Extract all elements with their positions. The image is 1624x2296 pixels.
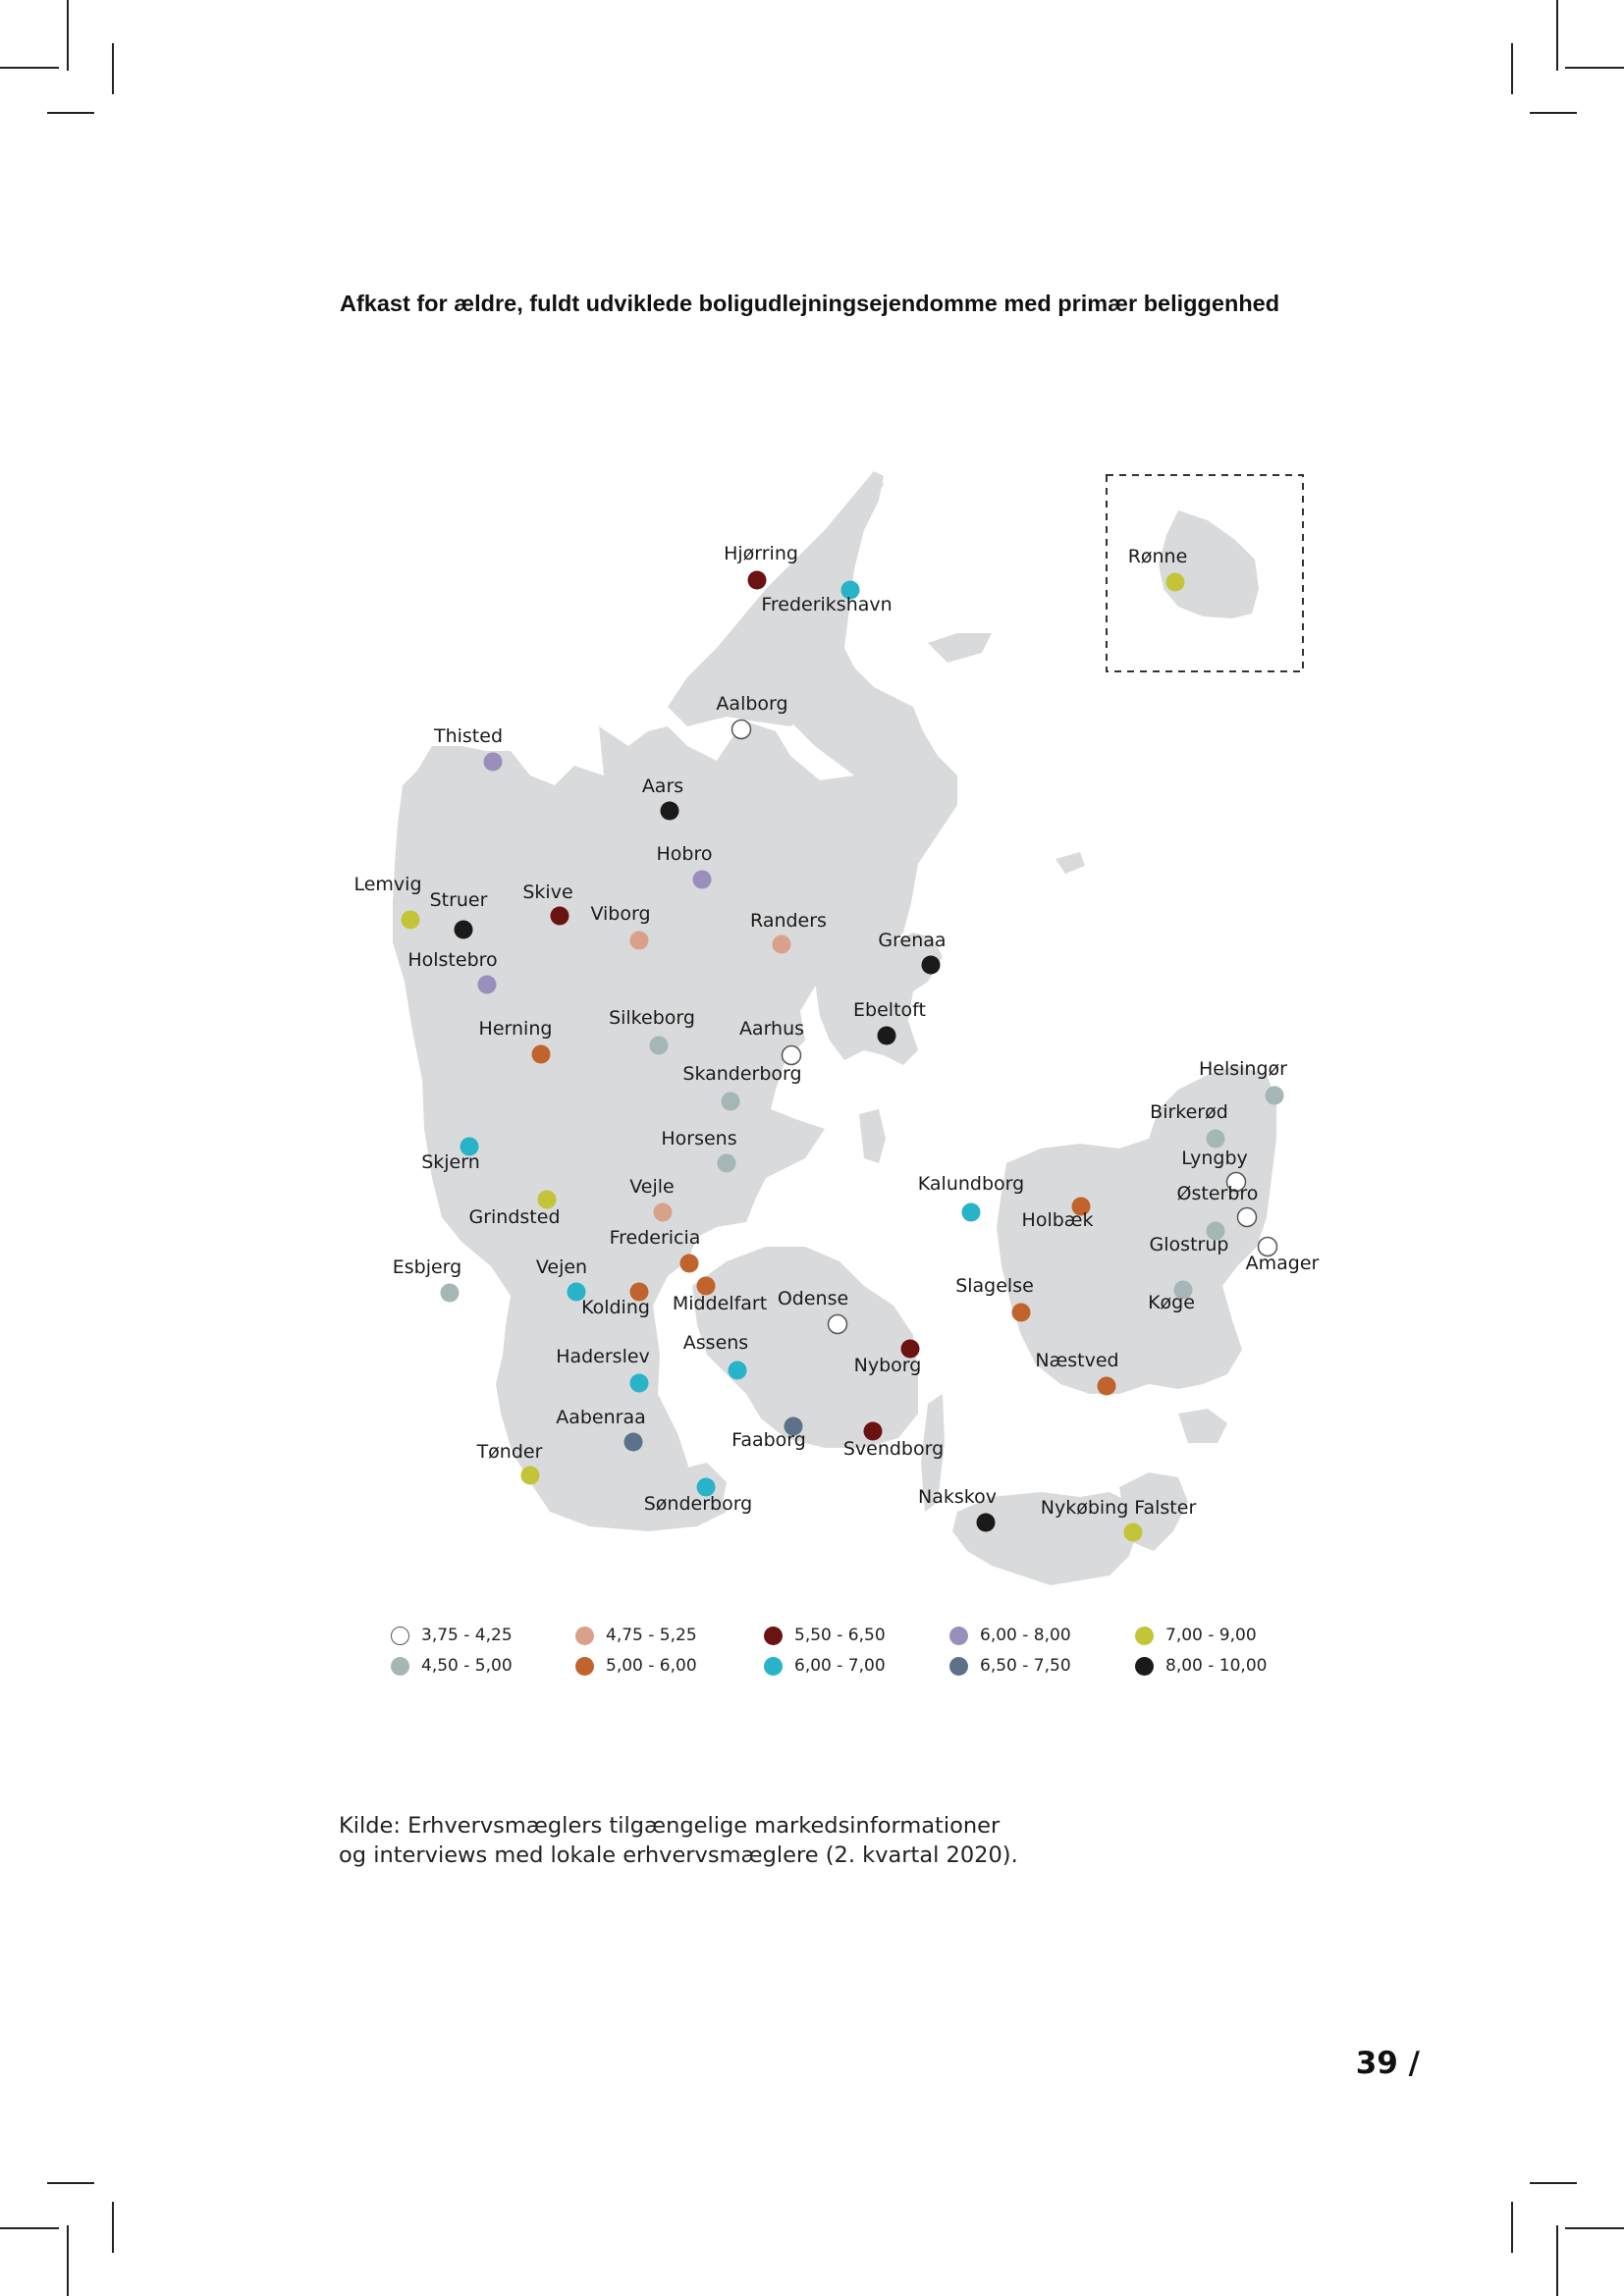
city-label: Svendborg [842, 1438, 945, 1460]
city-label: Silkeborg [609, 1007, 695, 1029]
crop-mark [1556, 2225, 1558, 2296]
city-label: Skjern [421, 1151, 480, 1173]
city-label: Fredericia [609, 1227, 701, 1249]
land-moen [1178, 1409, 1227, 1443]
legend-swatch [949, 1657, 968, 1676]
city-marker [532, 1045, 551, 1064]
city-label: Nakskov [918, 1486, 997, 1508]
city-label: Haderslev [556, 1346, 650, 1367]
legend-swatch [1135, 1657, 1154, 1676]
city-marker [661, 802, 679, 821]
city-label: Frederikshavn [761, 594, 893, 615]
city-label: Slagelse [955, 1275, 1034, 1297]
crop-mark [1530, 2182, 1577, 2184]
city-label: Skanderborg [682, 1063, 802, 1085]
legend-item [764, 1655, 886, 1677]
legend-item [949, 1625, 1071, 1646]
city-marker [650, 1037, 669, 1055]
city-label: Østerbro [1176, 1183, 1259, 1204]
city-marker [551, 907, 569, 926]
city-marker [680, 1255, 699, 1273]
legend-swatch [764, 1627, 783, 1645]
city-marker [829, 1315, 847, 1334]
city-label: Aabenraa [556, 1407, 646, 1428]
legend-item [764, 1625, 886, 1646]
city-label: Vejle [629, 1176, 675, 1198]
legend-label: 4,75 - 5,25 [606, 1626, 697, 1645]
crop-mark [112, 2202, 114, 2253]
land-samsoe [859, 1109, 886, 1163]
city-marker [693, 871, 712, 889]
city-marker [722, 1093, 740, 1111]
city-marker [1098, 1377, 1116, 1396]
city-label: Aalborg [716, 693, 788, 715]
legend-label: 6,00 - 8,00 [980, 1626, 1071, 1645]
city-label: Helsingør [1199, 1058, 1287, 1080]
city-label: Middelfart [672, 1293, 768, 1314]
legend-swatch [575, 1657, 594, 1676]
legend-label: 4,50 - 5,00 [421, 1656, 513, 1676]
city-marker [630, 932, 649, 950]
city-marker [624, 1433, 643, 1452]
city-label: Aarhus [738, 1018, 805, 1040]
city-esbjerg [393, 1256, 461, 1303]
city-marker [977, 1514, 996, 1532]
legend-swatch [391, 1657, 409, 1676]
legend-label: 5,50 - 6,50 [794, 1626, 886, 1645]
city-marker [1238, 1208, 1257, 1227]
legend-swatch [575, 1627, 594, 1645]
legend-swatch [949, 1627, 968, 1645]
city-marker [402, 911, 420, 930]
city-label: Rønne [1127, 546, 1188, 567]
city-label: Vejen [535, 1256, 588, 1278]
city-label: Kalundborg [917, 1173, 1025, 1195]
legend-label: 6,00 - 7,00 [794, 1656, 886, 1676]
crop-mark [67, 2225, 69, 2296]
city-marker [878, 1027, 896, 1045]
city-label: Thisted [433, 725, 504, 747]
city-label: Amager [1245, 1253, 1320, 1274]
land-anholt [1056, 852, 1085, 874]
city-marker [521, 1467, 540, 1485]
city-label: Grindsted [468, 1206, 561, 1228]
city-label: Nykøbing Falster [1040, 1497, 1197, 1519]
city-marker [1207, 1130, 1225, 1148]
city-label: Herning [478, 1018, 553, 1040]
crop-mark [0, 2227, 59, 2229]
page-number: 39 / [1355, 2046, 1420, 2081]
crop-mark [1565, 2227, 1624, 2229]
city-label: Glostrup [1149, 1234, 1229, 1255]
city-label: Holstebro [407, 949, 498, 971]
city-marker [630, 1374, 649, 1393]
legend-swatch [1135, 1627, 1154, 1645]
legend-swatch [764, 1657, 783, 1676]
crop-mark [47, 2182, 94, 2184]
city-label: Faaborg [731, 1429, 806, 1451]
city-label: Odense [777, 1288, 849, 1309]
city-marker [1166, 573, 1185, 592]
city-marker [729, 1362, 747, 1380]
city-label: Skive [522, 881, 573, 903]
city-marker [783, 1046, 801, 1065]
map-title: Afkast for ældre, fuldt udviklede boligudlejningsejendomme med primær beliggenhed [340, 291, 1280, 316]
legend-item [575, 1655, 697, 1677]
city-label: Lyngby [1181, 1148, 1248, 1169]
city-label: Viborg [590, 903, 651, 925]
legend-label: 8,00 - 10,00 [1165, 1656, 1268, 1676]
city-marker [1012, 1304, 1031, 1322]
city-marker [773, 935, 791, 954]
city-label: Køge [1148, 1292, 1195, 1313]
city-label: Næstved [1035, 1350, 1119, 1371]
city-label: Struer [429, 889, 488, 911]
legend-label: 7,00 - 9,00 [1165, 1626, 1257, 1645]
city-label: Randers [750, 910, 827, 932]
city-marker [922, 956, 941, 975]
legend-item [391, 1625, 513, 1646]
city-label: Assens [682, 1332, 749, 1354]
city-marker [1266, 1087, 1284, 1105]
city-marker [654, 1203, 673, 1222]
city-marker [455, 921, 473, 939]
source-note [339, 1811, 1222, 1870]
city-marker [1124, 1523, 1143, 1542]
city-label: Sønderborg [643, 1493, 753, 1515]
city-label: Tønder [476, 1441, 543, 1463]
city-marker [484, 753, 503, 772]
city-label: Holbæk [1021, 1209, 1094, 1231]
city-label: Hjørring [724, 543, 798, 564]
legend-label: 5,00 - 6,00 [606, 1656, 697, 1676]
city-label: Aars [641, 775, 684, 797]
city-label: Hobro [656, 843, 713, 865]
city-label: Ebeltoft [853, 999, 926, 1021]
city-marker [732, 721, 751, 739]
legend-item [1135, 1655, 1267, 1677]
city-label: Grenaa [878, 930, 947, 951]
city-marker [962, 1203, 981, 1222]
city-marker [718, 1154, 736, 1173]
city-label: Kolding [581, 1297, 650, 1318]
city-label: Esbjerg [392, 1256, 462, 1278]
city-marker [441, 1284, 460, 1303]
city-marker [748, 571, 767, 590]
legend-item [1135, 1625, 1257, 1646]
crop-mark [1511, 2202, 1513, 2253]
legend-label: 3,75 - 4,25 [421, 1626, 513, 1645]
source-line-2: og interviews med lokale erhvervsmæglere (2. kvartal 2020). [339, 1842, 1018, 1868]
city-marker [478, 976, 497, 994]
city-label: Birkerød [1150, 1101, 1228, 1123]
legend-swatch [391, 1627, 409, 1645]
city-label: Nyborg [853, 1355, 922, 1376]
land-laesoe [928, 633, 992, 663]
source-line-1: Kilde: Erhvervsmæglers tilgængelige markedsinformationer [339, 1813, 1001, 1839]
legend-label: 6,50 - 7,50 [980, 1656, 1071, 1676]
legend-item [391, 1655, 513, 1677]
city-label: Horsens [661, 1128, 737, 1149]
legend-item [575, 1625, 697, 1646]
city-label: Lemvig [353, 874, 422, 895]
map-legend [391, 1625, 1294, 1693]
legend-item [949, 1655, 1071, 1677]
